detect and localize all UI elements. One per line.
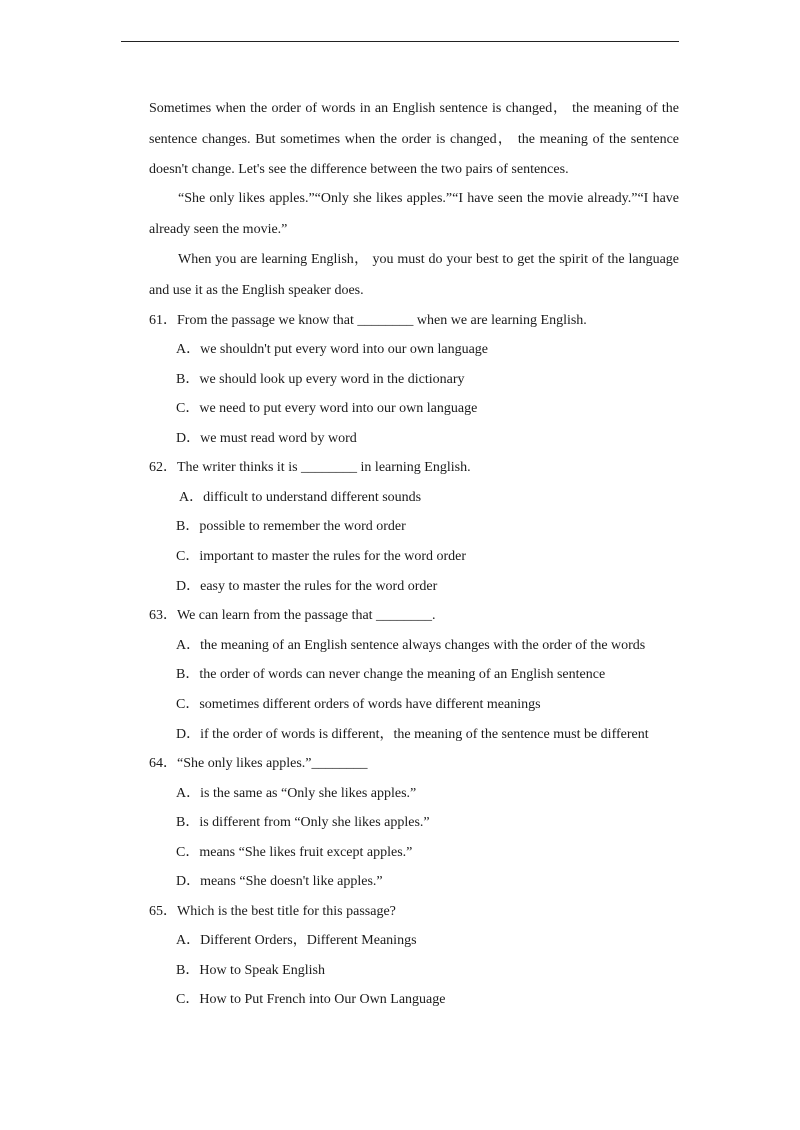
- answer-option: A．difficult to understand different sounds: [179, 490, 422, 505]
- answer-option: C．we need to put every word into our own language: [176, 401, 478, 416]
- answer-option: A．Different Orders，Different Meanings: [176, 933, 417, 948]
- passage-text: “She only likes apples.”“Only she likes apples.”“I have seen the movie already.”“I have: [178, 191, 679, 206]
- answer-option: D．if the order of words is different，the meaning of the sentence must be different: [176, 727, 649, 742]
- question-stem: 61．From the passage we know that ________ when we are learning English.: [149, 313, 587, 328]
- answer-option: C．How to Put French into Our Own Language: [176, 992, 446, 1007]
- question-stem: 65．Which is the best title for this passage?: [149, 904, 396, 919]
- question-stem: 63．We can learn from the passage that ________.: [149, 608, 436, 623]
- passage-text: sentence changes. But sometimes when the order is changed， the meaning of the sentence: [149, 132, 679, 147]
- answer-option: A．is the same as “Only she likes apples.”: [176, 786, 417, 801]
- passage-text: doesn't change. Let's see the difference between the two pairs of sentences.: [149, 162, 569, 177]
- answer-option: B．possible to remember the word order: [176, 519, 406, 534]
- passage-text: When you are learning English， you must do your best to get the spirit of the language: [178, 252, 679, 267]
- answer-option: B．the order of words can never change the meaning of an English sentence: [176, 667, 606, 682]
- answer-option: C．sometimes different orders of words have different meanings: [176, 697, 541, 712]
- passage-text: already seen the movie.”: [149, 222, 288, 237]
- answer-option: C．means “She likes fruit except apples.”: [176, 845, 413, 860]
- answer-option: D．easy to master the rules for the word order: [176, 579, 438, 594]
- answer-option: B．is different from “Only she likes apples.”: [176, 815, 430, 830]
- question-stem: 62．The writer thinks it is ________ in learning English.: [149, 460, 471, 475]
- answer-option: A．the meaning of an English sentence always changes with the order of the words: [176, 638, 646, 653]
- question-stem: 64．“She only likes apples.”________: [149, 756, 368, 771]
- passage-text: and use it as the English speaker does.: [149, 283, 364, 298]
- header-rule: [121, 41, 679, 42]
- passage-text: Sometimes when the order of words in an English sentence is changed， the meaning of the: [149, 101, 679, 116]
- answer-option: D．we must read word by word: [176, 431, 357, 446]
- answer-option: B．we should look up every word in the dictionary: [176, 372, 465, 387]
- answer-option: A．we shouldn't put every word into our own language: [176, 342, 489, 357]
- answer-option: D．means “She doesn't like apples.”: [176, 874, 383, 889]
- answer-option: C．important to master the rules for the word order: [176, 549, 467, 564]
- answer-option: B．How to Speak English: [176, 963, 325, 978]
